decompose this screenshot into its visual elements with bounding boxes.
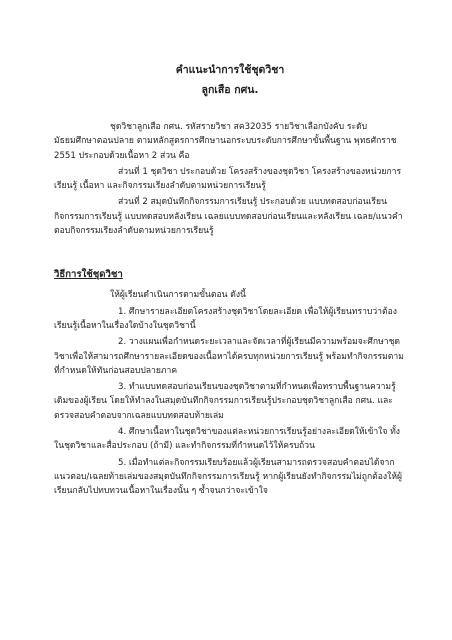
step-paragraph: 1. ศึกษารายละเอียดโครงสร้างชุดวิชาโดยละเอียด เพื่อให้ผู้เรียนทราบว่าต้องเรียนรู้เนื้อหาในเรื่องใดบ้างในชุดวิชานี้ [54, 306, 397, 331]
step-paragraph: 4. ศึกษาเนื้อหาในชุดวิชาของแต่ละหน่วยการเรียนรู้อย่างละเอียดให้เข้าใจ ทั้งในชุดวิชาและสื่อประกอบ (ถ้ามี) และทำกิจกรรมที่กำหนดไว้ให้ครบถ้วน [54, 427, 401, 452]
intro-paragraph: ชุดวิชาลูกเสือ กศน. รหัสรายวิชา สค32035 รายวิชาเลือกบังคับ ระดับมัธยมศึกษาตอนปลาย ตามหลักสูตรการศึกษานอกระบบระดับการศึกษาขั้นพื้นฐาน พุทธศักราช 2551 ประกอบด้วยเนื้อหา 2 ส่วน คือ [54, 122, 397, 161]
intro-paragraph: ส่วนที่ 2 สมุดบันทึกกิจกรรมการเรียนรู้ ประกอบด้วย แบบทดสอบก่อนเรียน กิจกรรมการเรียนรู้ แบบทดสอบหลังเรียน เฉลยแบบทดสอบก่อนเรียนและหลังเรียน เฉลย/แนวคำตอบกิจกรรมเรียงลำดับตามหน่วยการเรียนรู้ [54, 197, 403, 237]
document-title: คำแนะนำการใช้ชุดวิชา [175, 64, 285, 76]
step-paragraph: 5. เมื่อทำแต่ละกิจกรรมเรียบร้อยแล้วผู้เรียนสามารถตรวจสอบคำตอบได้จากแนวตอบ/เฉลยท้ายเล่มของสมุดบันทึกกิจกรรมการเรียนรู้ หากผู้เรียนยังทำกิจกรรมไม่ถูกต้องให้ผู้เรียนกลับไปทบทวนเนื้อหาในเรื่องนั้น ๆ ซ้ำจนกว่าจะเข้าใจ [54, 457, 403, 497]
intro-paragraph: ส่วนที่ 1 ชุดวิชา ประกอบด้วย โครงสร้างของชุดวิชา โครงสร้างของหน่วยการเรียนรู้ เนื้อหา และกิจกรรมเรียงลำดับตามหน่วยการเรียนรู้ [54, 166, 402, 192]
document-subtitle: ลูกเสือ กศน. [201, 84, 259, 96]
instructions-section [54, 288, 406, 498]
intro-section [54, 120, 406, 238]
step-paragraph: 2. วางแผนเพื่อกำหนดระยะเวลาและจัดเวลาที่ผู้เรียนมีความพร้อมจะศึกษาชุดวิชาเพื่อให้สามารถศึกษารายละเอียดของเนื้อหาได้ครบทุกหน่วยการเรียนรู้ พร้อมทำกิจกรรมตามที่กำหนดให้ทันก่อนสอบปลายภาค [54, 337, 404, 376]
title-block [54, 62, 406, 98]
section-intro: ให้ผู้เรียนดำเนินการตามขั้นตอน ดังนี้ [110, 290, 246, 301]
step-paragraph: 3. ทำแบบทดสอบก่อนเรียนของชุดวิชาตามที่กำหนดเพื่อทราบพื้นฐานความรู้เดิมของผู้เรียน โดยให้ทำลงในสมุดบันทึกกิจกรรมการเรียนรู้ประกอบชุดวิชาลูกเสือ กศน. และตรวจสอบคำตอบจากเฉลยแบบทดสอบท้ายเล่ม [54, 382, 396, 421]
section-heading: วิธีการใช้ชุดวิชา [54, 269, 123, 281]
